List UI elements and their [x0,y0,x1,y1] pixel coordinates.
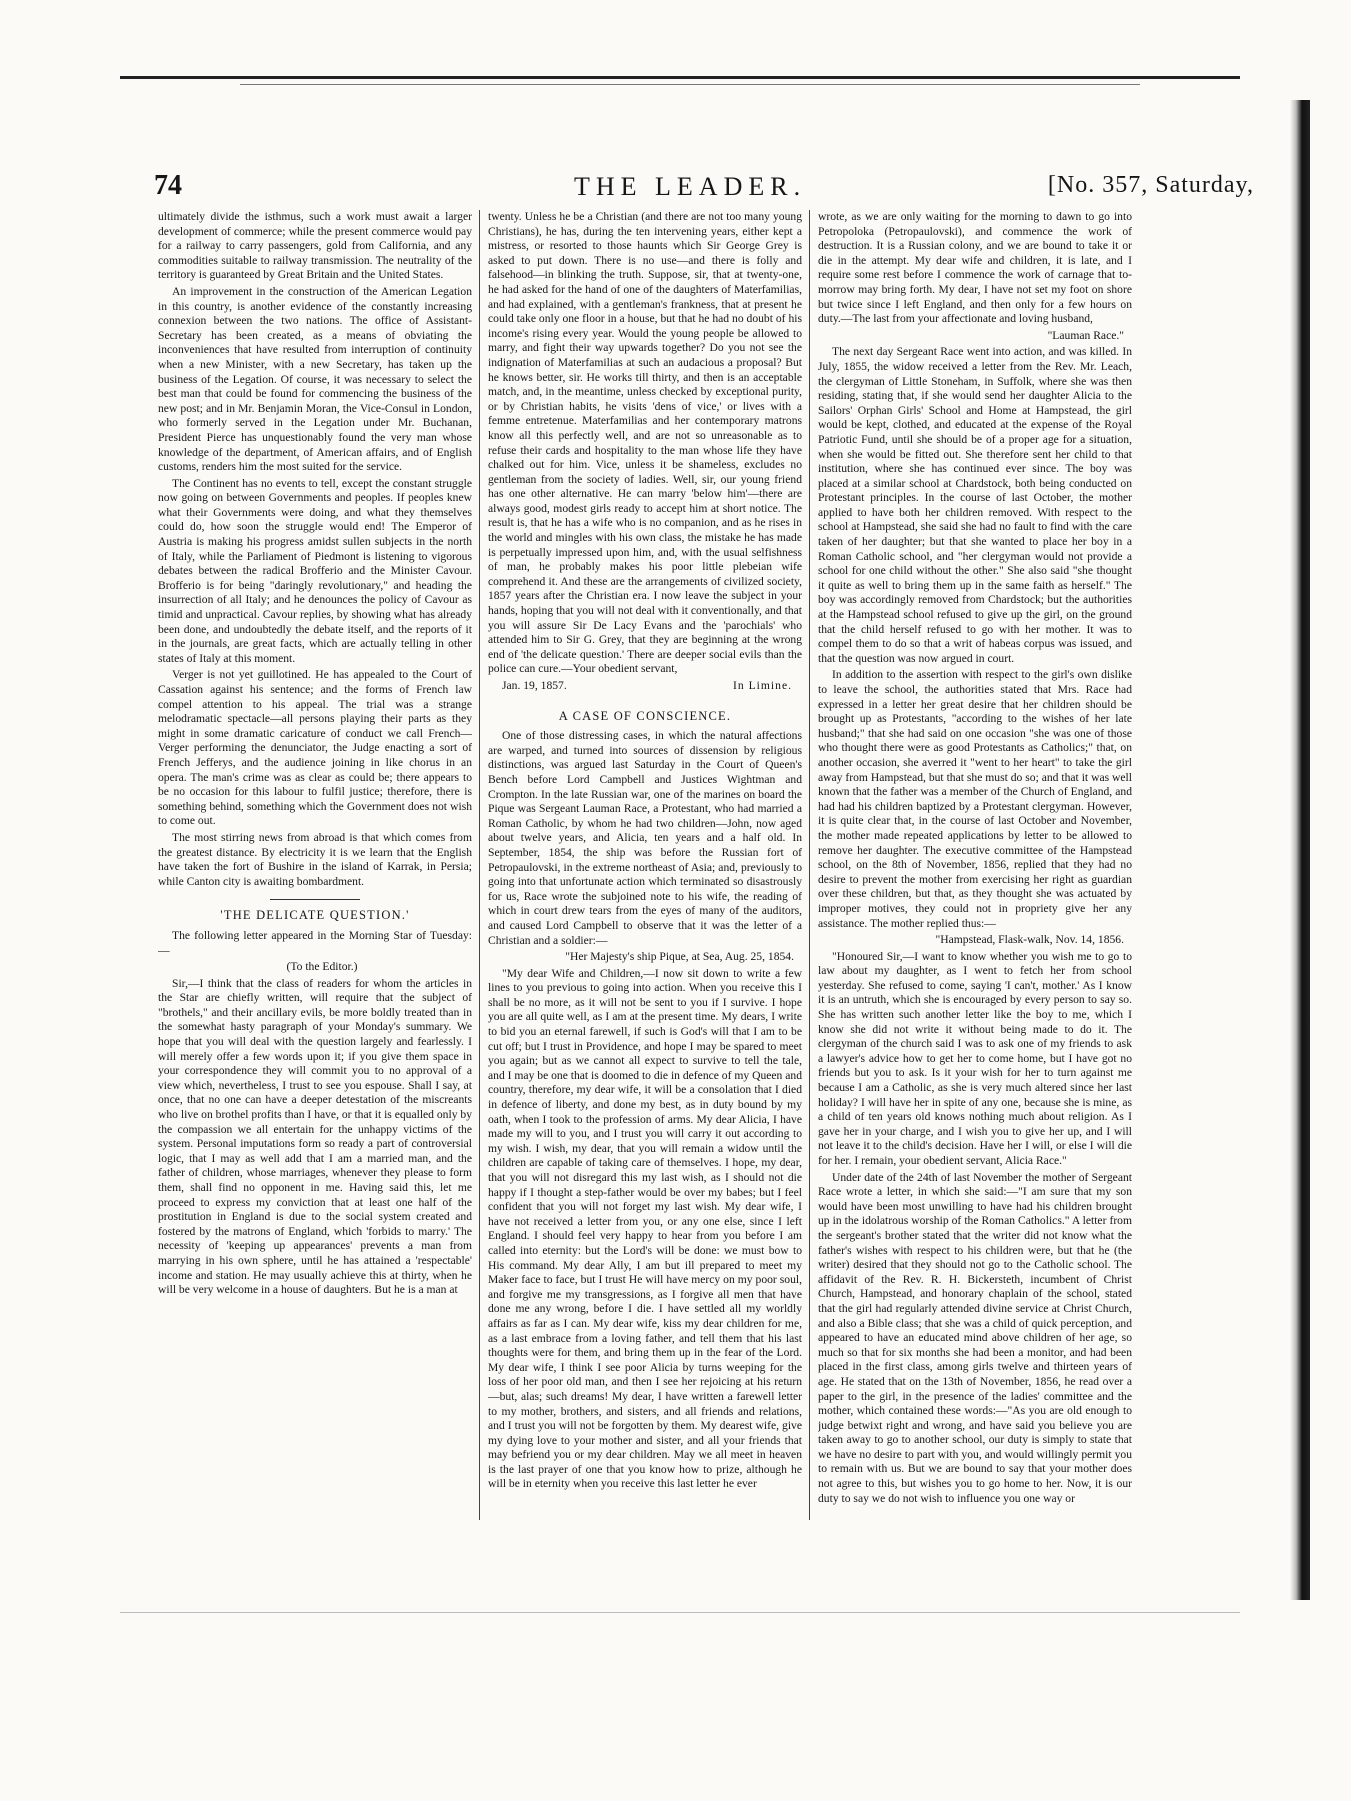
paragraph: Under date of the 24th of last November the mother of Sergeant Race wrote a letter, in which she said:—"I am sure that my son would have been most unwilling to have had his children brought up in the idolatrous worship of the Roman Catholics." A letter from the sergeant's brother stated that the writer did not know what the father's wishes with respect to his children were, but that he (the writer) desired that they should not go to the Catholic school. The affidavit of the Rev. R. H. Bickersteth, incumbent of Christ Church, Hampstead, and honorary chaplain of the school, stated that the girl had regularly attended divine service at Christ Church, and also a Bible class; that she was a child of quick perception, and appeared to have an educated mind above children of her age, so much so that for six months she had been a monitor, and had been placed in the first class, among girls twelve and thirteen years of age. He stated that on the 13th of November, 1856, he read over a paper to the girl, in the presence of the ladies' committee and the mother, which contained these words:—"As you are old enough to judge betwixt right and wrong, and have said you believe you are taken away to go to another school, our duty is simply to state that we have no desire to part with you, and would willingly permit you to remain with us. But we are bound to say that your mother does not agree to this, but wishes you to go home to her. Now, it is our duty to say we do not wish to influence you one way or [818,1170,1132,1505]
editor-line: (To the Editor.) [286,960,358,974]
paragraph: One of those distressing cases, in which the natural affections are warped, and turned into sources of dissension by religious distinctions, was argued last Saturday in the Court of Queen's Bench before Lord Campbell and Justices Wightman and Crompton. In the late Russian war, one of the marines on board the Pique was Sergeant Lauman Race, a Protestant, who had married a Roman Catholic, by whom he had two children—John, now aged about twelve years, and Alicia, ten years and a half old. In September, 1854, the ship was before the Russian fort of Petropaulovski, in the extreme northeast of Asia; and, previously to going into that unfortunate action which terminated so disastrously for us, Race wrote the subjoined note to his wife, the reading of which in court drew tears from the eyes of many of the auditors, and caused Lord Campbell to observe that it was the letter of a Christian and a soldier:— [488,729,802,947]
masthead: THE LEADER. [574,172,807,201]
letter-signature: "Lauman Race." [1047,328,1124,342]
paragraph: The most stirring news from abroad is that which comes from the greatest distance. By electricity it is we learn that the English have taken the fort of Bushire in the island of Karrak, in Persia; while Canton city is awaiting bombardment. [158,830,472,888]
column-2 [488,210,802,1525]
paragraph: wrote, as we are only waiting for the morning to dawn to go into Petropoloka (Petropaulovski), and commence the work of destruction. It is a Russian colony, and we are bound to take it or die in the attempt. My dear wife and children, it is late, and I require some rest before I commence the work of carnage that to-morrow may bring forth. My dear, I have not set my foot on shore but twice since I left England, and then only for a few hours on duty.—The last from your affectionate and loving husband, [818,210,1132,326]
page-number: 74 [154,170,182,201]
page-binding-shadow [1290,100,1310,1600]
paragraph: The Continent has no events to tell, except the constant struggle now going on between Governments and peoples. If peoples knew what their Governments were doing, and what they themselves could do, how soon the struggle would end! The Emperor of Austria is making his progress amidst sullen subjects in the north of Italy, while the Parliament of Piedmont is listening to vigorous debates between the radical Brofferio and the Minister Cavour. Brofferio is for being "daringly revolutionary," and heading the insurrection of all Italy; and he denounces the policy of Cavour as timid and unpractical. Cavour replies, by showing what has already been done, and undoubtedly the debate itself, and the reports of it in the journals, are great facts, which are actually telling in other states of Italy at this moment. [158,476,472,665]
issue-info: [No. 357, Saturday, [1047,172,1254,198]
paragraph: Sir,—I think that the class of readers for whom the articles in the Star are chiefly written, will require that the subject of "brothels," and their ancillary evils, be more boldly treated than in the somewhat hasty paragraph of your Monday's summary. We hope that you will deal with the question largely and fearlessly. I will merely offer a few words upon it; if you give them space in your correspondence they will commit you to no approval of a view which, nevertheless, I trust to see you espouse. Shall I say, at once, that no one can have a deeper detestation of the miscreants who live on brothel profits than I have, or that it is equalled only by the compassion we all entertain for the unhappy victims of the system. Personal imputations form so ready a part of controversial logic, that I may as well add that I am a married man, and the father of children, whose marriages, whenever they please to form them, shall find no opponent in me. Having said this, let me proceed to express my conviction that at least one half of the prostitution in England is due to the social system created and fostered by the matrons of England, which 'forbids to marry.' The necessity of 'keeping up appearances' prevents a man from marrying in his own sphere, until he has attained a 'respectable' income and station. He may usually achieve this at thirty, when he will be very welcome in a house of daughters. But he is a man at [158,976,472,1297]
paragraph: ultimately divide the isthmus, such a work must await a larger development of commerce; while the present commerce would pay for a railway to carry passengers, gold from California, and any commodities suitable to railway transmission. The neutrality of the territory is guaranteed by Great Britain and the United States. [158,210,472,282]
paragraph: twenty. Unless he be a Christian (and there are not too many young Christians), he has, during the ten intervening years, either kept a mistress, or resorted to those haunts which Sir George Grey is asked to put down. There is no use—and there is folly and falsehood—in blinking the truth. Suppose, sir, that at twenty-one, he had asked for the hand of one of the daughters of Materfamilias, and had explained, with a gentleman's frankness, that at present he could take only one floor in a house, but that he had no doubt of his income's rising every year. Would the young people be allowed to marry, and fight their way upwards together? Do you not see the indignation of Materfamilias at such an audacious a proposal? But he knows better, sir. He works till thirty, and then is an acceptable match, and, in the meantime, unless checked by exceptional purity, or by Christian habits, he visits 'dens of vice,' or lives with a femme entretenue. Materfamilias and her contemporary matrons know all this perfectly well, and are not so unreasonable as to refuse their cards and hospitality to the man whose life they have chalked out for him. Vice, unless it be shameless, excludes no gentleman from the society of ladies. Well, sir, our young friend has one other alternative. He can marry 'below him'—there are always good, modest girls ready to accept him at short notice. The result is, that he has a wife who is no companion, and as he rises in the world and mingles with his own class, the mistake he has made is perpetually impressed upon him, and, with the usual selfishness of man, he probably makes his poor little plebeian wife comprehend it. And these are the arrangements of civilized society, 1857 years after the Christian era. I now leave the subject in your hands, hoping that you will not deal with it conventionally, and that you will assure Sir De Lacy Evans and the 'parochials' who attended him to Sir G. Grey, that they are beginning at the wrong end of 'the delicate question.' There are deeper social evils than the police can cure.—Your obedient servant, [488,210,802,676]
paragraph: Verger is not yet guillotined. He has appealed to the Court of Cassation against his sentence; and the forms of French law compel attention to his appeal. The trial was a strange melodramatic spectacle—all persons playing their parts as they might in some dramatic caricature of conduct we call French—Verger performing the denunciator, the Judge enacting a sort of French Jefferys, and the audience joining in like chorus in an opera. The man's crime was as clear as could be; there appears to be no occasion for this labour to fulfil justice; therefore, there is something behind, something which the Government does not wish to come out. [158,668,472,828]
letter-dateline: "Hampstead, Flask-walk, Nov. 14, 1856. [935,933,1124,947]
page-header [154,170,1284,204]
article-heading: 'THE DELICATE QUESTION.' [220,908,410,923]
paragraph: The next day Sergeant Race went into action, and was killed. In July, 1855, the widow received a letter from the Rev. Mr. Leach, the clergyman of Little Stoneham, in Suffolk, where she was then residing, stating that, if she would send her daughter Alicia to the Sailors' Orphan Girls' School and Home at Hampstead, the girl would be kept, clothed, and educated at the expense of the Royal Patriotic Fund, until she should be of a proper age for a situation, when she would be fitted out. She therefore sent her child to that institution, where she has continued ever since. The boy was placed at a similar school at Chardstock, both being conducted on Protestant principles. In the course of last October, the mother applied to have both her children removed. With respect to the school at Hampstead, she said she had no fault to find with the care taken of her daughter; but that she wanted to place her boy in a Roman Catholic school, and "her clergyman would not provide a school for one child without the other." She also said "she thought it quite as well to bring them up in the same faith as herself." The boy was accordingly removed from Chardstock; but the authorities at the Hampstead school refused to give up the girl, on the ground that the child herself refused to go with her mother. It was to compel them to do so that a writ of habeas corpus was issued, and that the question was now argued in court. [818,345,1132,665]
column-3 [818,210,1132,1525]
signature-line [488,679,802,694]
column-rule-1 [479,210,480,1520]
paragraph: The following letter appeared in the Morning Star of Tuesday:— [158,928,472,957]
section-divider [270,899,360,900]
paragraph: An improvement in the construction of the American Legation in this country, is another evidence of the constantly increasing connexion between the two nations. The office of Assistant-Secretary has been created, as a means of obviating the inconveniences that have resulted from interruption of continuity when a new Minister, with a new Secretary, has taken up the business of the Legation. Of course, it was necessary to select the best man that could be found for commencing the business of the new post; and in Mr. Benjamin Moran, the Vice-Consul in London, who formerly served in the Legation under Mr. Buchanan, President Pierce has unquestionably found the very man whose knowledge of the department, of American affairs, and of English customs, renders him the most suited for the service. [158,284,472,474]
bottom-rule [120,1612,1240,1613]
letter-dateline: "Her Majesty's ship Pique, at Sea, Aug. 25, 1854. [565,950,794,964]
paragraph: "My dear Wife and Children,—I now sit down to write a few lines to you previous to going into action. When you receive this I shall be no more, as it will not be sent to you if I survive. I hope you are all quite well, as I am at the present time. My dears, I write to bid you an eternal farewell, if such is God's will that I am to be cut off; but I trust in Providence, and hope I may be spared to meet you again; but as we cannot all expect to survive to tell the tale, and I may be one that is doomed to die in defence of my Queen and country, therefore, my dear wife, it will be a consolation that I died in defence of liberty, and done my best, as in duty bound by my oath, when I took to the profession of arms. My dear Alicia, I have made my will to you, and I trust you will carry it out according to my wish. I wish, my dear, that you will remain a widow until the children are capable of taking care of themselves. I hope, my dear, that you will not disregard this my last wish, as I should not die happy if I thought a step-father would be over my babes; but I feel confident that you will not forget my last wish. My dear wife, I have not received a letter from you, or any one else, since I left England. I should feel very happy to hear from you before I am called into eternity: but the Lord's will be done: we must bow to His command. My dear Ally, I am but ill prepared to meet my Maker face to face, but I trust He will have mercy on my poor soul, and forgive me my transgressions, as I forgive all men that have done me any wrong, before I die. I have settled all my worldly affairs as far as I can. My dear wife, kiss my dear children for me, as a last embrace from a loving father, and tell them that his last thoughts were for them, and bring them up in the fear of the Lord. My dear wife, I think I see poor Alicia by turns weeping for the loss of her poor old man, and then I see her rejoicing at his return—but, alas; such dreams! My dear, I have written a farewell letter to my mother, brothers, and sisters, and all friends and relations, and I trust you will not be forgotten by them. My dearest wife, give my dying love to your mother and sister, and all your friends that may befriend you or my dear children. May we all meet in heaven is the last prayer of one that you know how to prize, although he will be in eternity when you receive this last letter he ever [488,966,802,1491]
paragraph: In addition to the assertion with respect to the girl's own dislike to leave the school, the authorities stated that Mrs. Race had expressed in a letter her great desire that her children should be brought up as Protestants, "according to the wishes of her late husband;" that she had said on one occasion "she was one of those who thought there were as good Protestants as Catholics;" that, on another occasion, she averred it "went to her heart" to take the girl away from Hampstead, but that she must do so; and that it was well known that the father was a member of the Church of England, and had had his children baptized by a Protestant clergyman. However, it is quite clear that, in the course of last October and November, the mother made repeated applications by letter to be allowed to remove her daughter. The executive committee of the Hampstead school, on the 8th of November, 1856, replied that they had no desire to prevent the mother from exercising her right as guardian over these children, but that, as they thought she was actuated by improper motives, they could not in propriety give her any assistance. The mother replied thus:— [818,668,1132,930]
column-1 [158,210,472,1525]
signature-name: In Limine. [733,679,792,692]
column-rule-2 [809,210,810,1520]
paragraph: "Honoured Sir,—I want to know whether you wish me to go to law about my daughter, as I went to fetch her from school yesterday. She refused to come, saying 'I can't, mother.' As I know it is an untruth, which she is encouraged by every person to say so. She has written such another letter like the boy to me, which I know she did not write it without being made to do it. The clergyman of the church said I was to ask one of my friends to ask a lawyer's advice how to get her to come home, but I have got no friends but you to ask. Is it your wish for her to turn against me because I am a Catholic, as she is very much altered since her last holiday? I will have her in spite of any one, because she is mine, as a child of ten years old knows nothing much about religion. As I gave her in your charge, and I wish you to give her up, and I will not leave it to the child's decision. Have her I will, or else I will die for her. I remain, your obedient servant, Alicia Race." [818,949,1132,1167]
top-rule [120,76,1240,79]
top-rule-thin [240,84,1140,85]
article-heading: A CASE OF CONSCIENCE. [558,708,732,723]
signature-date: Jan. 19, 1857. [502,679,567,692]
